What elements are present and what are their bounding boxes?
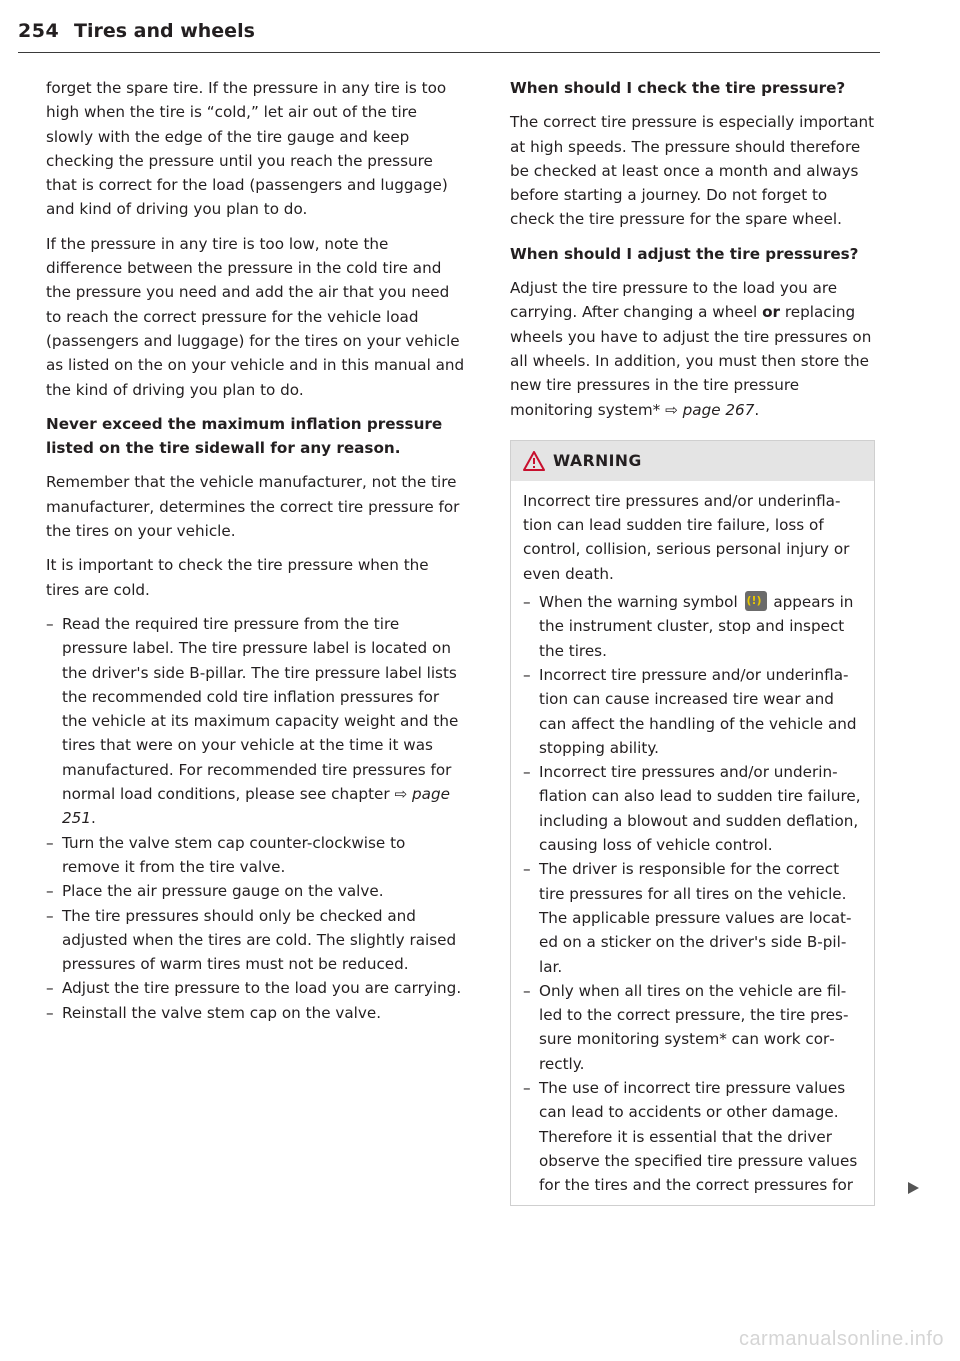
warning-triangle-icon xyxy=(523,451,545,471)
page-reference-link[interactable]: ⇨ page 267 xyxy=(665,400,755,419)
list-item xyxy=(46,612,466,831)
section-heading: When should I check the tire pressure? xyxy=(510,79,846,97)
warning-header xyxy=(511,441,874,481)
continue-arrow-icon xyxy=(906,1181,920,1195)
warning-list xyxy=(523,590,862,1197)
paragraph: If the pressure in any tire is too low, note the difference between the pressure in the cold tire and the pressure you need and add the air that you need to reach the correct pressure for the vehicle load (passengers and luggage) for the tires on your vehicle as listed on the on your vehicle and in this manual and the kind of driving you plan to do. xyxy=(46,234,465,399)
text-run: replacing wheels you have to adjust the tire pressures on all wheels. In addition, you must then store the new tire pressures in the tire pressure monitoring system* xyxy=(510,303,872,419)
left-column xyxy=(46,76,466,1025)
warning-box xyxy=(510,440,875,1207)
right-column xyxy=(510,76,875,1206)
paragraph xyxy=(510,276,875,422)
list-item: – Reinstall the valve stem cap on the valve. xyxy=(46,1001,466,1025)
warning-title: WARNING xyxy=(553,451,642,470)
warning-body xyxy=(511,481,874,1206)
bold-text-run: or xyxy=(762,303,781,322)
paragraph: The correct tire pressure is especially important at high speeds. The pressure should therefore be checked at least once a month and always before starting a journey. Do not forget to check the tire pressure for the spare wheel. xyxy=(510,113,875,229)
page-header xyxy=(18,20,880,53)
page-number: 254 xyxy=(18,20,60,42)
list-item-tail: . xyxy=(91,809,96,828)
paragraph: It is important to check the tire pressure when the tires are cold. xyxy=(46,556,429,599)
text-run: Adjust the tire pressure to the load you are carrying. After changing a wheel xyxy=(510,279,838,322)
list-item: – Adjust the tire pressure to the load you are carrying. xyxy=(46,976,466,1000)
watermark: carmanualsonline.info xyxy=(738,1328,944,1350)
section-heading: When should I adjust the tire pressures? xyxy=(510,244,859,263)
warning-list-item xyxy=(523,590,862,663)
warning-intro: Incorrect tire pressures and/or underinflation can lead sudden tire failure, loss of control, collision, serious personal injury or even death. xyxy=(523,491,850,583)
paragraph: forget the spare tire. If the pressure in any tire is too high when the tire is “cold,” let air out of the tire slowly with the edge of the tire gauge and keep checking the pressure until you reach the pressure that is correct for the load (passengers and luggage) and kind of driving you plan to do. xyxy=(46,79,448,219)
warning-list-item: – The use of incorrect tire pressure values can lead to accidents or other damage. Therefore it is essential that the driver observe the specified tire pressure values for the tires and the correct pressures for xyxy=(523,1076,862,1197)
warning-list-item: – The driver is responsible for the correct tire pressures for all tires on the vehicle. The applicable pressure values are located on a sticker on the driver's side B-pillar. xyxy=(523,857,862,978)
list-item: – Place the air pressure gauge on the valve. xyxy=(46,879,466,903)
tire-pressure-warning-icon xyxy=(745,591,767,611)
warning-list-item: – Only when all tires on the vehicle are filled to the correct pressure, the tire pressure monitoring system* can work correctly. xyxy=(523,979,862,1076)
warning-list-item: – Incorrect tire pressure and/or underinflation can cause increased tire wear and can affect the handling of the vehicle and stopping ability. xyxy=(523,663,862,760)
bold-note: Never exceed the maximum inflation pressure listed on the tire sidewall for any reason. xyxy=(46,414,443,458)
list-item: – Turn the valve stem cap counter-clockwise to remove it from the tire valve. xyxy=(46,831,466,880)
paragraph: Remember that the vehicle manufacturer, not the tire manufacturer, determines the correct tire pressure for the tires on your vehicle. xyxy=(46,473,460,541)
text-run: appears in the instrument cluster, stop and inspect the tires. xyxy=(539,593,854,660)
text-run: . xyxy=(754,400,760,419)
warning-list-item: – Incorrect tire pressures and/or underinflation can also lead to sudden tire failure, including a blowout and sudden deflation, causing loss of vehicle control. xyxy=(523,760,862,857)
procedure-list xyxy=(46,612,466,1025)
list-item: – The tire pressures should only be checked and adjusted when the tires are cold. The slightly raised pressures of warm tires must not be reduced. xyxy=(46,904,466,977)
page-reference-link[interactable]: ⇨ page 251 xyxy=(62,785,450,828)
text-run: When the warning symbol xyxy=(539,593,743,612)
section-title: Tires and wheels xyxy=(74,20,255,42)
list-item-text: Read the required tire pressure from the tire pressure label. The tire pressure label is located on the driver's side B-pillar. The tire pressure label lists the recommended cold tire inflation pressures for the vehicle at its maximum capacity weight and the tires that were on your vehicle at the time it was manufactured. For recommended tire pressures for normal load conditions, please see chapter xyxy=(62,614,459,804)
